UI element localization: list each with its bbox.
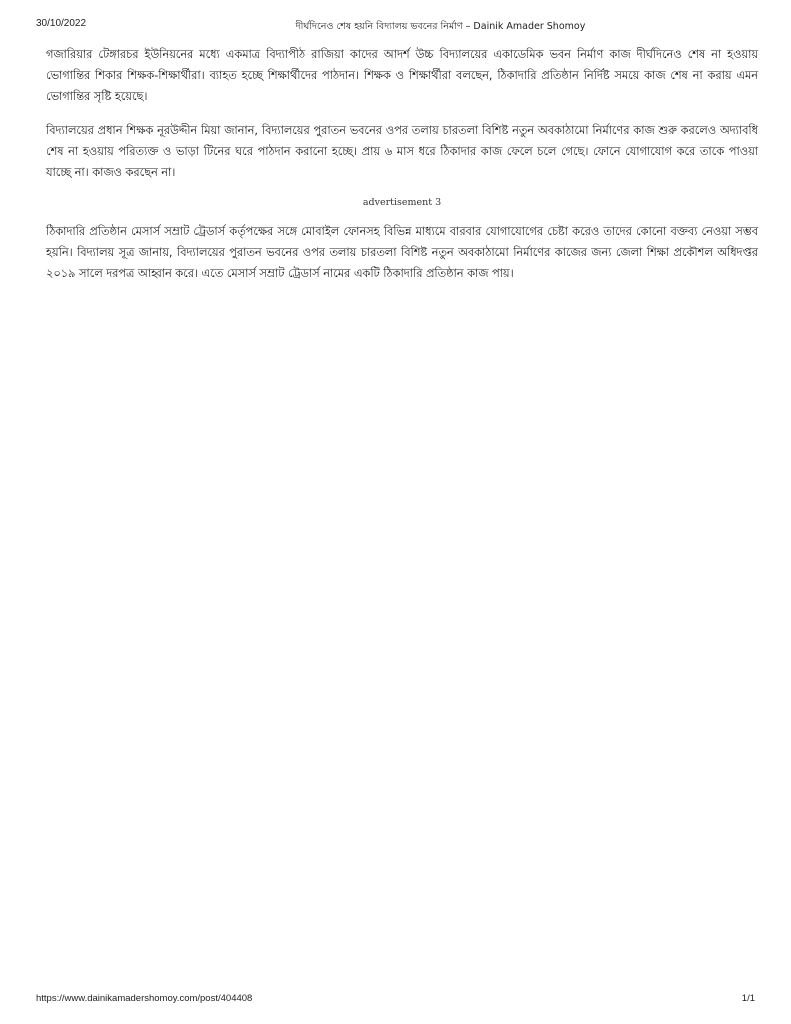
advertisement-label: advertisement 3 [362,197,442,208]
article-paragraph-2: বিদ্যালয়ের প্রধান শিক্ষক নূরউদ্দীন মিয়া জানান, বিদ্যালয়ের পুরাতন ভবনের ওপর তলায় চারতলা বিশিষ্ট নতুন অবকাঠামো নির্মাণের কাজ শুরু করলেও অদ্যাবধি শেষ না হওয়ায় পরিত্যক্ত ও ভাড়া টিনের ঘরে পাঠদান করানো হচ্ছে। প্রায় ৬ মাস ধরে ঠিকাদার কাজ ফেলে চলে গেছে। ফোনে যোগাযোগ করে তাকে পাওয়া যাচ্ছে না। কাজও করছেন না। [46,124,758,179]
print-date: 30/10/2022 [36,18,87,29]
article-paragraph-1: গজারিয়ার টেঙ্গারচর ইউনিয়নের মধ্যে একমাত্র বিদ্যাপীঠ রাজিয়া কাদের আদর্শ উচ্চ বিদ্যালয়ের একাডেমিক ভবন নির্মাণ কাজ দীর্ঘদিনেও শেষ না হওয়ায় ভোগান্তির শিকার শিক্ষক-শিক্ষার্থীরা। ব্যাহত হচ্ছে শিক্ষার্থীদের পাঠদান। শিক্ষক ও শিক্ষার্থীরা বলছেন, ঠিকাদারি প্রতিষ্ঠান নির্দিষ্ট সময়ে কাজ শেষ না করায় এমন ভোগান্তির সৃষ্টি হয়েছে। [46,48,758,103]
page-title: দীর্ঘদিনেও শেষ হয়নি বিদ্যালয় ভবনের নির্মাণ – Dainik Amader Shomoy [295,21,586,32]
source-url[interactable]: https://www.dainikamadershomoy.com/post/404408 [36,993,253,1004]
article-paragraph-3: ঠিকাদারি প্রতিষ্ঠান মেসার্স সম্রাট ট্রেডার্স কর্তৃপক্ষের সঙ্গে মোবাইল ফোনসহ বিভিন্ন মাধ্যমে বারবার যোগাযোগের চেষ্টা করেও তাদের কোনো বক্তব্য নেওয়া সম্ভব হয়নি। বিদ্যালয় সূত্র জানায়, বিদ্যালয়ের পুরাতন ভবনের ওপর তলায় চারতলা বিশিষ্ট নতুন অবকাঠামো নির্মাণের কাজের জন্য জেলা শিক্ষা প্রকৌশল অধিদপ্তর ২০১৯ সালে দরপত্র আহ্বান করে। এতে মেসার্স সম্রাট ট্রেডার্স নামের একটি ঠিকাদারি প্রতিষ্ঠান কাজ পায়। [46,225,758,280]
page-number: 1/1 [741,993,755,1004]
article-body [46,44,758,284]
